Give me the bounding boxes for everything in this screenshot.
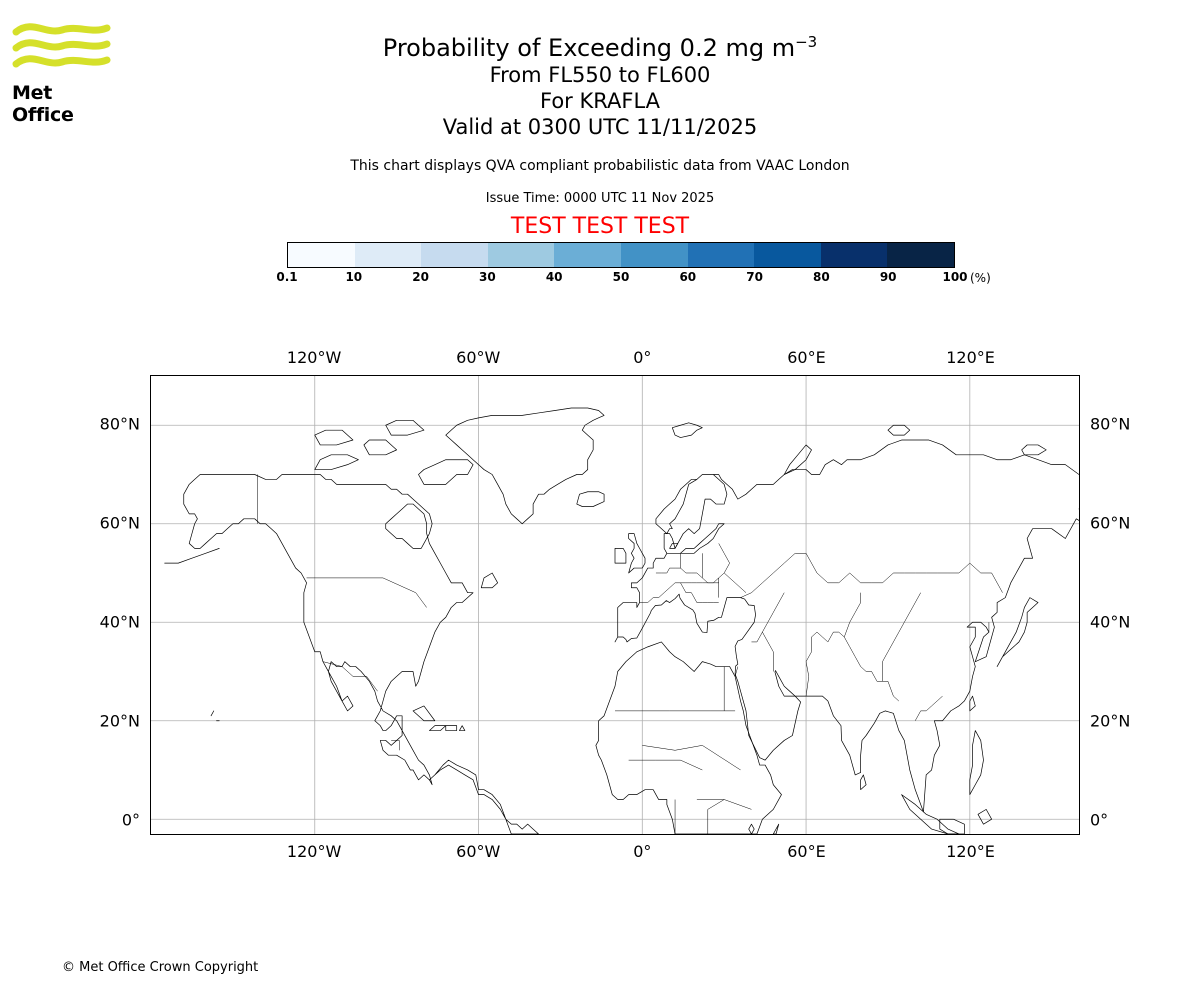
latitude-tick-label: 80°N: [99, 414, 140, 434]
longitude-tick-label: 120°E: [946, 348, 995, 367]
longitude-tick-label: 60°W: [456, 842, 501, 861]
met-office-logo-text: Met Office: [12, 82, 74, 126]
colorbar-segment: [621, 243, 688, 267]
colorbar-tick-label: 10: [345, 270, 363, 284]
map-geometry-group: [151, 376, 1079, 834]
probability-colorbar: [287, 242, 955, 268]
colorbar-tick-label: 70: [746, 270, 763, 284]
colorbar-tick-label: 60: [679, 270, 697, 284]
longitude-tick-label: 0°: [633, 842, 652, 861]
coastlines: [165, 408, 1079, 834]
longitude-tick-label: 120°W: [286, 842, 342, 861]
longitude-tick-label: 120°W: [286, 348, 342, 367]
test-banner: TEST TEST TEST: [510, 214, 690, 239]
colorbar-tick-labels: [276, 270, 968, 286]
longitude-tick-label: 60°E: [787, 348, 826, 367]
volcano-subtitle: For KRAFLA: [540, 89, 660, 113]
colorbar-segment: [355, 243, 422, 267]
colorbar-tick-label: 50: [612, 270, 630, 284]
colorbar-tick-label: 90: [879, 270, 897, 284]
qva-note: This chart displays QVA compliant probabilistic data from VAAC London: [350, 158, 850, 174]
latitude-tick-label: 0°: [1090, 810, 1109, 830]
latitude-tick-label: 20°N: [99, 711, 140, 731]
colorbar-segment: [887, 243, 954, 267]
latitude-tick-label: 60°N: [1090, 513, 1131, 533]
world-map-plot: [150, 375, 1080, 835]
colorbar-segment: [488, 243, 555, 267]
page-title: [0, 28, 1200, 62]
colorbar-segment: [688, 243, 755, 267]
colorbar-segment: [421, 243, 488, 267]
colorbar-segment: [288, 243, 355, 267]
colorbar-tick-label: 80: [813, 270, 830, 284]
latitude-tick-label: 60°N: [99, 513, 140, 533]
copyright-text: © Met Office Crown Copyright: [62, 960, 259, 975]
latitude-gridlines: [151, 425, 1079, 819]
longitude-tick-label: 0°: [633, 348, 652, 367]
colorbar-tick-label: 100: [942, 270, 968, 284]
page-title-text: Probability of Exceeding 0.2 mg m: [382, 34, 796, 62]
map-vector-layer: [151, 376, 1079, 834]
colorbar-tick-label: 40: [545, 270, 563, 284]
latitude-tick-label: 40°N: [99, 612, 140, 632]
page-title-exponent: −3: [795, 33, 818, 51]
valid-time-subtitle: Valid at 0300 UTC 11/11/2025: [442, 115, 758, 139]
colorbar-tick-label: 0.1: [276, 270, 298, 284]
latitude-tick-label: 80°N: [1090, 414, 1131, 434]
colorbar-segment: [554, 243, 621, 267]
latitude-tick-label: 20°N: [1090, 711, 1131, 731]
colorbar-tick-label: 20: [412, 270, 429, 284]
latitude-tick-label: 0°: [121, 810, 140, 830]
longitude-gridlines: [315, 376, 970, 834]
country-borders: [257, 474, 1002, 834]
colorbar-tick-label: 30: [479, 270, 496, 284]
latitude-tick-label: 40°N: [1090, 612, 1131, 632]
colorbar-segment: [754, 243, 821, 267]
longitude-tick-label: 60°E: [787, 842, 826, 861]
longitude-tick-label: 120°E: [946, 842, 995, 861]
longitude-tick-label: 60°W: [456, 348, 501, 367]
issue-time: Issue Time: 0000 UTC 11 Nov 2025: [485, 191, 715, 206]
colorbar-units: (%): [970, 271, 991, 285]
colorbar-segment: [821, 243, 888, 267]
flight-level-subtitle: From FL550 to FL600: [489, 63, 711, 87]
